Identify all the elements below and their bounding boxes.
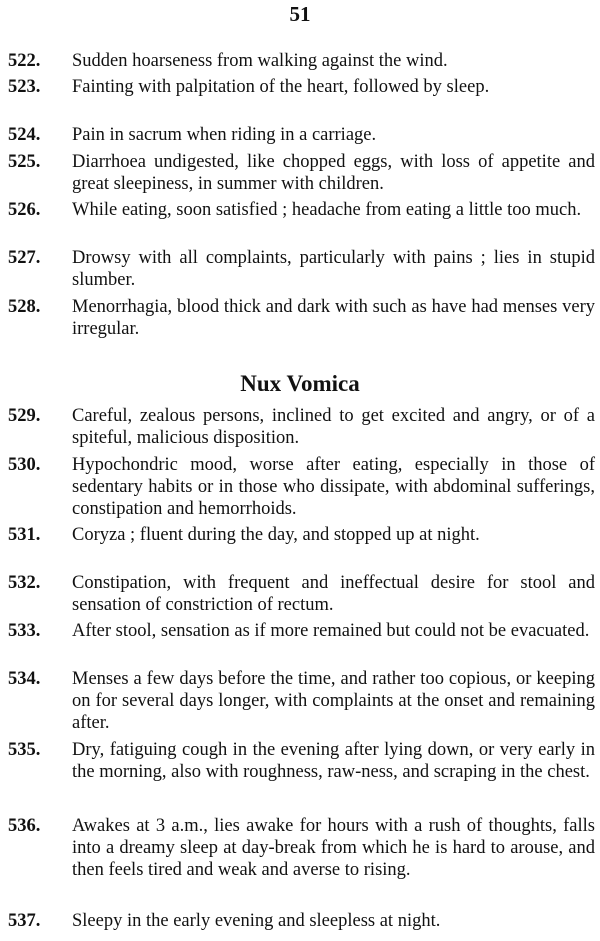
list-item bbox=[0, 199, 600, 221]
entry-number: 527. bbox=[8, 248, 41, 268]
list-item bbox=[0, 668, 600, 734]
list-item bbox=[0, 247, 600, 291]
entry-text: Sudden hoarseness from walking against the wind. bbox=[72, 51, 448, 71]
list-item bbox=[0, 910, 600, 932]
entry-number: 525. bbox=[8, 152, 41, 172]
entry-number: 528. bbox=[8, 297, 41, 317]
list-item bbox=[0, 739, 600, 783]
entry-text: Sleepy in the early evening and sleepless at night. bbox=[72, 911, 441, 931]
entry-text: Fainting with palpitation of the heart, followed by sleep. bbox=[72, 77, 490, 97]
entry-number: 531. bbox=[8, 525, 41, 545]
list-item bbox=[0, 124, 600, 146]
list-item bbox=[0, 405, 600, 449]
list-item bbox=[0, 454, 600, 520]
list-item bbox=[0, 76, 600, 98]
entry-text: After stool, sensation as if more remained but could not be evacuated. bbox=[72, 621, 590, 641]
entry-number: 532. bbox=[8, 573, 41, 593]
entry-number: 535. bbox=[8, 740, 41, 760]
entry-text: Hypochondric mood, worse after eating, especially in those of sedentary habits or in those who dissipate, with abdominal sufferings, constipation and hemorrhoids. bbox=[72, 455, 595, 519]
entry-number: 534. bbox=[8, 669, 41, 689]
list-item bbox=[0, 572, 600, 616]
entry-text: Menses a few days before the time, and rather too copious, or keeping on for several days longer, with complaints at the onset and remaining after. bbox=[72, 669, 595, 733]
list-item bbox=[0, 296, 600, 340]
list-item bbox=[0, 524, 600, 546]
entry-text: Careful, zealous persons, inclined to get excited and angry, or of a spiteful, malicious disposition. bbox=[72, 406, 595, 448]
page-number: 51 bbox=[289, 2, 311, 26]
entry-text: Drowsy with all complaints, particularly with pains ; lies in stupid slumber. bbox=[72, 248, 595, 290]
entry-number: 524. bbox=[8, 125, 41, 145]
entry-number: 530. bbox=[8, 455, 41, 475]
list-item bbox=[0, 620, 600, 642]
entry-number: 523. bbox=[8, 77, 41, 97]
entry-text: Constipation, with frequent and ineffectual desire for stool and sensation of constriction of rectum. bbox=[72, 573, 595, 615]
entry-number: 522. bbox=[8, 51, 41, 71]
entry-text: Coryza ; fluent during the day, and stopped up at night. bbox=[72, 525, 480, 545]
list-item bbox=[0, 815, 600, 881]
entry-text: While eating, soon satisfied ; headache from eating a little too much. bbox=[72, 200, 582, 220]
entry-number: 526. bbox=[8, 200, 41, 220]
section-heading: Nux Vomica bbox=[240, 371, 360, 396]
entry-text: Diarrhoea undigested, like chopped eggs, with loss of appetite and great sleepiness, in summer with children. bbox=[72, 152, 595, 194]
entry-text: Dry, fatiguing cough in the evening after lying down, or very early in the morning, also with roughness, raw-ness, and scraping in the chest. bbox=[72, 740, 595, 782]
entry-number: 537. bbox=[8, 911, 41, 931]
entry-number: 536. bbox=[8, 816, 41, 836]
entry-number: 533. bbox=[8, 621, 41, 641]
entry-text: Menorrhagia, blood thick and dark with such as have had menses very irregular. bbox=[72, 297, 595, 339]
list-item bbox=[0, 50, 600, 72]
entry-text: Awakes at 3 a.m., lies awake for hours with a rush of thoughts, falls into a dreamy sleep at day-break from which he is hard to arouse, and then feels tired and weak and averse to rising. bbox=[72, 816, 595, 880]
entry-number: 529. bbox=[8, 406, 41, 426]
entry-text: Pain in sacrum when riding in a carriage. bbox=[72, 125, 377, 145]
list-item bbox=[0, 151, 600, 195]
